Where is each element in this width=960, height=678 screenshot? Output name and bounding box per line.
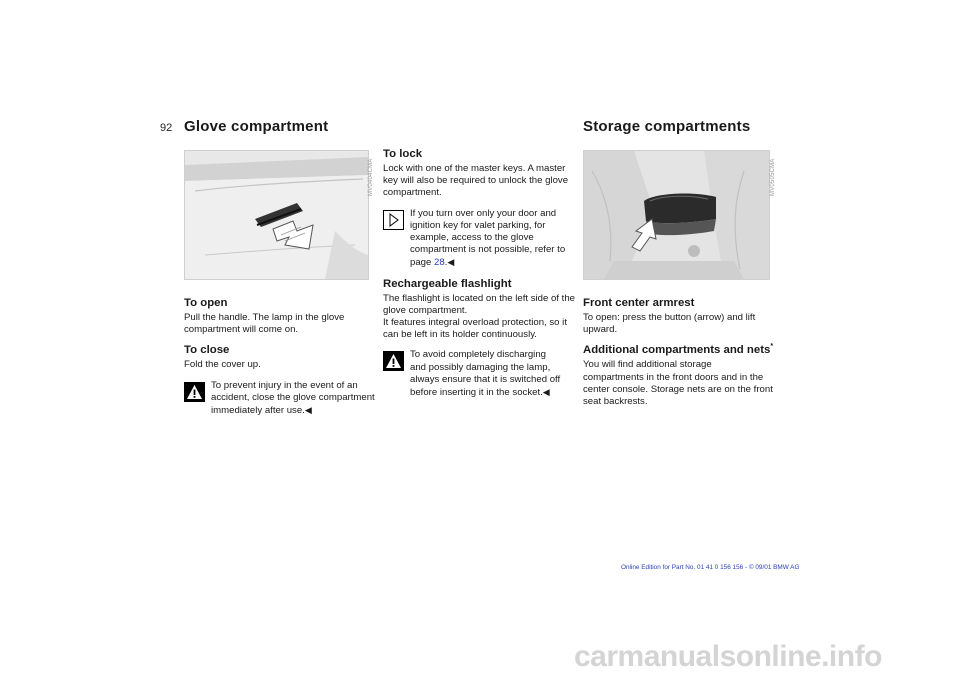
watermark: carmanualsonline.info — [574, 640, 882, 673]
text-flashlight-protection: It features integral overload protection, so it can be left in its holder continuously. — [383, 317, 567, 341]
end-triangle-icon: ◀ — [542, 387, 550, 398]
warning-close-rest: accident, close the glove compartment immediately after use. — [211, 391, 375, 417]
armrest-figure — [583, 150, 770, 280]
heading-to-close: To close — [184, 344, 230, 357]
section-title-storage-compartments: Storage compartments — [583, 118, 751, 135]
note-valet-rest: ignition key for valet parking, for example, access to the glove compartment is not possible, refer to page — [410, 219, 566, 269]
text-armrest: To open: press the button (arrow) and lift upward. — [583, 312, 756, 336]
text-to-open: Pull the handle. The lamp in the glove compartment will come on. — [184, 312, 345, 336]
glove-compartment-figure — [184, 150, 369, 280]
heading-additional-label: Additional compartments and nets — [583, 344, 771, 357]
heading-front-center-armrest: Front center armrest — [583, 297, 695, 309]
figure-code-armrest: MV0505CMA — [770, 158, 776, 196]
text-to-close: Fold the cover up. — [184, 359, 261, 371]
heading-to-open: To open — [184, 297, 228, 309]
optional-equipment-star: * — [770, 343, 774, 351]
note-valet-parking: If you turn over only your door and ignition key for valet parking, for example, access to the glove compartment is not possible, refer to page 28.◀ — [383, 208, 575, 270]
glove-compartment-illustration — [185, 151, 368, 279]
text-additional-compartments: You will find additional storage compartments in the front doors and in the center console. Storage nets are on the front seat backrests. — [583, 359, 773, 408]
warning-close-line1: To prevent injury in the event of an — [211, 379, 358, 391]
armrest-illustration — [584, 151, 769, 279]
page-number: 92 — [160, 122, 173, 134]
end-triangle-icon: ◀ — [447, 257, 455, 268]
heading-rechargeable-flashlight: Rechargeable flashlight — [383, 277, 512, 290]
text-to-lock: Lock with one of the master keys. A master key will also be required to unlock the glove compartment. — [383, 163, 569, 199]
warning-flashlight-line1: To avoid completely discharging — [410, 349, 546, 361]
text-flashlight-location: The flashlight is located on the left side of the glove compartment. — [383, 292, 575, 316]
page-reference-link[interactable]: 28 — [434, 257, 445, 269]
warning-flashlight-rest: and possibly damaging the lamp, always ensure that it is switched off before inserting it in the socket. — [410, 361, 561, 399]
figure-code-glove: MV0404CMA — [368, 158, 374, 196]
heading-additional-compartments — [583, 344, 775, 357]
warning-flashlight — [383, 349, 575, 399]
warning-triangle-icon — [383, 351, 404, 371]
warning-triangle-icon — [184, 382, 205, 402]
column-2 — [383, 148, 575, 399]
note-arrow-icon — [383, 210, 404, 230]
end-triangle-icon: ◀ — [304, 405, 312, 416]
column-3 — [583, 297, 775, 408]
note-valet-line1: If you turn over only your door and — [410, 207, 557, 219]
section-title-glove-compartment: Glove compartment — [184, 118, 329, 135]
column-1 — [184, 297, 376, 417]
warning-close-glove — [184, 380, 376, 418]
heading-to-lock: To lock — [383, 148, 423, 160]
footer-online-edition: Online Edition for Part No. 01 41 0 156 156 - © 09/01 BMW AG — [621, 564, 800, 571]
